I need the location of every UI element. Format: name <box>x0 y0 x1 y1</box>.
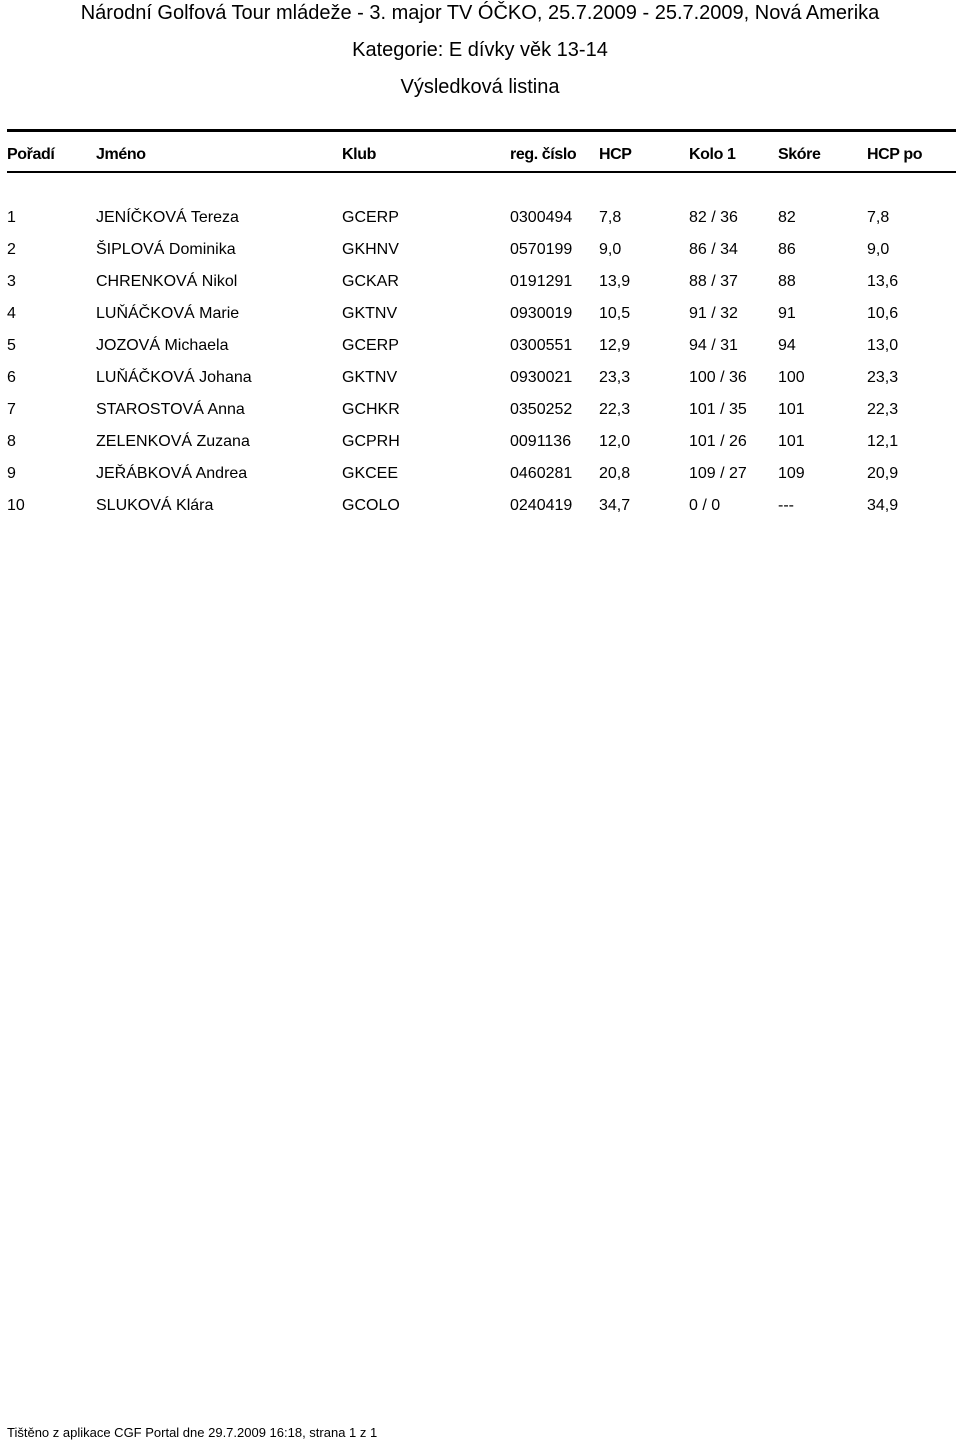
cell-hcp: 10,5 <box>599 305 631 322</box>
cell-round-1: 82 / 36 <box>689 209 738 226</box>
cell-round-1: 94 / 31 <box>689 337 738 354</box>
cell-score: 86 <box>778 241 796 258</box>
cell-score: 101 <box>778 401 805 418</box>
cell-hcp-after: 10,6 <box>867 305 899 322</box>
cell-reg-number: 0300551 <box>510 337 573 354</box>
cell-name: ZELENKOVÁ Zuzana <box>96 433 250 450</box>
cell-hcp-after: 20,9 <box>867 465 899 482</box>
cell-name: LUŇÁČKOVÁ Johana <box>96 369 252 386</box>
cell-rank: 3 <box>7 273 16 290</box>
cell-rank: 8 <box>7 433 16 450</box>
cell-name: ŠIPLOVÁ Dominika <box>96 241 236 258</box>
table-row <box>7 490 956 522</box>
cell-club: GKHNV <box>342 241 399 258</box>
column-header-club: Klub <box>342 146 376 163</box>
cell-reg-number: 0300494 <box>510 209 573 226</box>
cell-club: GKCEE <box>342 465 399 482</box>
cell-name: JEŘÁBKOVÁ Andrea <box>96 465 248 482</box>
cell-club: GCPRH <box>342 433 400 450</box>
cell-round-1: 101 / 26 <box>689 433 747 450</box>
cell-score: --- <box>778 497 794 514</box>
print-footer: Tištěno z aplikace CGF Portal dne 29.7.2009 16:18, strana 1 z 1 <box>7 1425 378 1440</box>
table-row <box>7 394 956 426</box>
column-header-score: Skóre <box>778 146 821 163</box>
table-row <box>7 362 956 394</box>
table-row <box>7 298 956 330</box>
spacer-row <box>7 170 956 202</box>
cell-club: GCERP <box>342 209 399 226</box>
cell-rank: 7 <box>7 401 16 418</box>
cell-reg-number: 0350252 <box>510 401 573 418</box>
cell-round-1: 86 / 34 <box>689 241 738 258</box>
cell-club: GCHKR <box>342 401 400 418</box>
cell-reg-number: 0460281 <box>510 465 573 482</box>
cell-reg-number: 0240419 <box>510 497 573 514</box>
cell-hcp: 34,7 <box>599 497 631 514</box>
cell-hcp: 20,8 <box>599 465 631 482</box>
cell-reg-number: 0930021 <box>510 369 573 386</box>
cell-score: 94 <box>778 337 796 354</box>
cell-club: GCERP <box>342 337 399 354</box>
cell-rank: 6 <box>7 369 16 386</box>
cell-hcp-after: 22,3 <box>867 401 899 418</box>
cell-rank: 10 <box>7 497 25 514</box>
table-row <box>7 426 956 458</box>
cell-hcp-after: 12,1 <box>867 433 899 450</box>
cell-rank: 1 <box>7 209 16 226</box>
cell-round-1: 0 / 0 <box>689 497 721 514</box>
cell-round-1: 88 / 37 <box>689 273 738 290</box>
cell-hcp: 23,3 <box>599 369 631 386</box>
cell-name: SLUKOVÁ Klára <box>96 497 214 514</box>
cell-club: GKTNV <box>342 369 398 386</box>
column-header-reg-number: reg. číslo <box>510 146 577 163</box>
cell-hcp: 9,0 <box>599 241 622 258</box>
table-row <box>7 202 956 234</box>
cell-round-1: 101 / 35 <box>689 401 747 418</box>
cell-reg-number: 0091136 <box>510 433 572 450</box>
cell-hcp: 7,8 <box>599 209 622 226</box>
cell-hcp-after: 13,6 <box>867 273 899 290</box>
cell-hcp-after: 7,8 <box>867 209 890 226</box>
cell-name: STAROSTOVÁ Anna <box>96 401 245 418</box>
column-header-name: Jméno <box>96 146 146 163</box>
column-header-rank: Pořadí <box>7 146 55 163</box>
top-divider <box>7 129 956 132</box>
table-row <box>7 330 956 362</box>
column-header-hcp-after: HCP po <box>867 146 923 163</box>
cell-reg-number: 0570199 <box>510 241 573 258</box>
cell-hcp: 12,0 <box>599 433 631 450</box>
cell-club: GCOLO <box>342 497 400 514</box>
category-label: Kategorie: E dívky věk 13-14 <box>352 39 608 61</box>
cell-name: JENÍČKOVÁ Tereza <box>96 209 239 226</box>
cell-hcp: 13,9 <box>599 273 631 290</box>
cell-reg-number: 0930019 <box>510 305 573 322</box>
cell-hcp-after: 34,9 <box>867 497 899 514</box>
cell-hcp: 12,9 <box>599 337 631 354</box>
results-table <box>7 140 956 522</box>
cell-hcp-after: 9,0 <box>867 241 890 258</box>
table-row <box>7 234 956 266</box>
cell-rank: 4 <box>7 305 16 322</box>
cell-name: LUŇÁČKOVÁ Marie <box>96 305 240 322</box>
cell-club: GCKAR <box>342 273 399 290</box>
cell-score: 82 <box>778 209 796 226</box>
cell-score: 100 <box>778 369 805 386</box>
cell-rank: 9 <box>7 465 16 482</box>
cell-hcp-after: 13,0 <box>867 337 899 354</box>
cell-score: 109 <box>778 465 805 482</box>
cell-reg-number: 0191291 <box>510 273 573 290</box>
table-row <box>7 458 956 490</box>
cell-rank: 2 <box>7 241 16 258</box>
table-row <box>7 266 956 298</box>
cell-name: CHRENKOVÁ Nikol <box>96 273 238 290</box>
table-header-row <box>7 140 956 170</box>
cell-score: 101 <box>778 433 805 450</box>
cell-round-1: 91 / 32 <box>689 305 738 322</box>
cell-round-1: 109 / 27 <box>689 465 747 482</box>
column-header-round-1: Kolo 1 <box>689 146 736 163</box>
cell-name: JOZOVÁ Michaela <box>96 337 229 354</box>
cell-hcp: 22,3 <box>599 401 631 418</box>
cell-score: 91 <box>778 305 796 322</box>
cell-club: GKTNV <box>342 305 398 322</box>
cell-hcp-after: 23,3 <box>867 369 899 386</box>
results-list-title: Výsledková listina <box>400 76 560 98</box>
cell-rank: 5 <box>7 337 16 354</box>
cell-score: 88 <box>778 273 796 290</box>
cell-round-1: 100 / 36 <box>689 369 747 386</box>
column-header-hcp: HCP <box>599 146 632 163</box>
tournament-title: Národní Golfová Tour mládeže - 3. major TV ÓČKO, 25.7.2009 - 25.7.2009, Nová Amerika <box>80 2 880 24</box>
